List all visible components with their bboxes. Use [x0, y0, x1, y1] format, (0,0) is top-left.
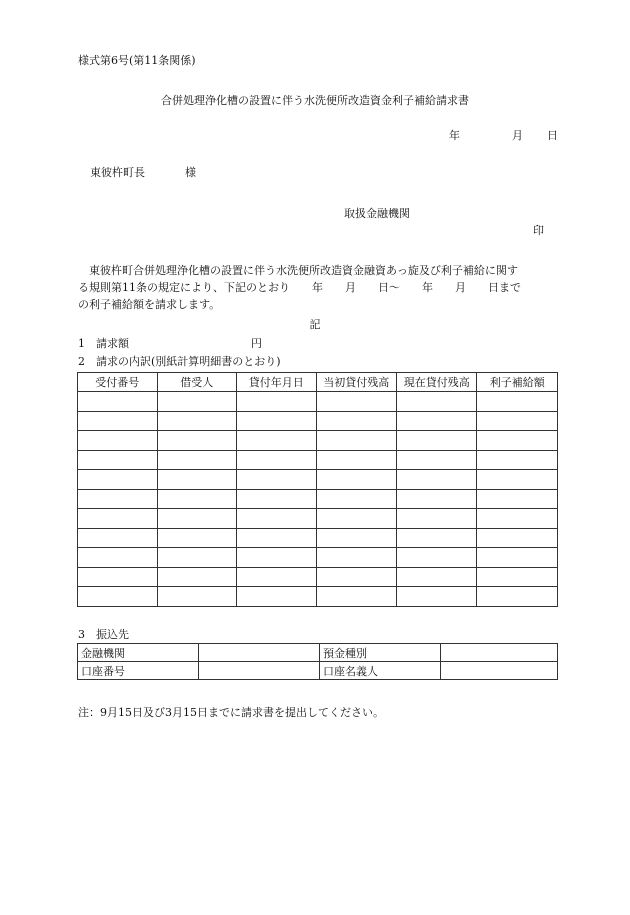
table-cell — [477, 392, 558, 412]
item-label: 請求額 — [96, 337, 129, 350]
table-cell — [477, 411, 558, 431]
table-cell — [237, 528, 317, 548]
table-cell — [396, 411, 476, 431]
table-row — [78, 411, 558, 431]
table-cell — [477, 431, 558, 451]
table-row — [78, 644, 558, 662]
table-cell — [477, 489, 558, 509]
form-number-label: 様式第6号(第11条関係) — [78, 54, 196, 67]
bank-label: 取扱金融機関 — [344, 207, 410, 220]
item-number: 2 — [78, 355, 85, 368]
field-label: 口座名義人 — [320, 662, 441, 680]
column-header: 受付番号 — [78, 373, 158, 392]
table-cell — [396, 392, 476, 412]
item-number: 1 — [78, 337, 85, 350]
table-cell — [237, 587, 317, 607]
item-label: 振込先 — [96, 628, 129, 641]
item-label: 請求の内訳(別紙計算明細書のとおり) — [96, 355, 281, 368]
addressee-honorific: 様 — [185, 166, 196, 179]
table-cell — [157, 509, 237, 529]
table-row — [78, 587, 558, 607]
table-cell — [396, 587, 476, 607]
table-cell — [396, 528, 476, 548]
table-cell — [157, 470, 237, 490]
table-cell — [78, 470, 158, 490]
claim-amount-item — [78, 337, 262, 351]
table-cell — [396, 548, 476, 568]
table-cell — [237, 509, 317, 529]
ki-heading: 記 — [309, 318, 321, 331]
table-cell — [396, 450, 476, 470]
table-cell — [316, 528, 396, 548]
table-row — [78, 548, 558, 568]
field-value — [441, 644, 558, 662]
table-cell — [237, 431, 317, 451]
table-row — [78, 528, 558, 548]
table-cell — [237, 470, 317, 490]
table-row — [78, 450, 558, 470]
field-label: 金融機関 — [78, 644, 199, 662]
statement-line: る規則第11条の規定により、下記のとおり 年 月 日～ 年 月 日まで — [78, 281, 521, 294]
table-cell — [396, 567, 476, 587]
table-cell — [396, 509, 476, 529]
table-cell — [316, 411, 396, 431]
field-value — [441, 662, 558, 680]
table-cell — [78, 509, 158, 529]
table-cell — [237, 567, 317, 587]
column-header: 利子補給額 — [477, 373, 558, 392]
day-label: 日 — [547, 129, 558, 142]
table-cell — [477, 450, 558, 470]
statement-line: の利子補給額を請求します。 — [78, 298, 221, 311]
table-cell — [316, 431, 396, 451]
table-cell — [157, 450, 237, 470]
table-cell — [316, 470, 396, 490]
request-statement — [78, 262, 558, 313]
column-header: 当初貸付残高 — [316, 373, 396, 392]
table-row — [78, 489, 558, 509]
yen-unit: 円 — [251, 337, 262, 350]
table-cell — [477, 509, 558, 529]
table-cell — [396, 489, 476, 509]
table-cell — [78, 548, 158, 568]
table-cell — [78, 431, 158, 451]
addressee — [90, 166, 196, 180]
table-cell — [237, 392, 317, 412]
table-row — [78, 392, 558, 412]
transfer-item — [78, 628, 129, 642]
column-header: 借受人 — [157, 373, 237, 392]
table-cell — [316, 587, 396, 607]
table-row — [78, 431, 558, 451]
month-label: 月 — [512, 129, 523, 142]
submission-note: 注：9月15日及び3月15日までに請求書を提出してください。 — [78, 706, 384, 719]
statement-line: 東彼杵町合併処理浄化槽の設置に伴う水洗便所改造資金融資あっ旋及び利子補給に関す — [78, 264, 518, 277]
field-label: 口座番号 — [78, 662, 199, 680]
seal-mark: 印 — [533, 224, 544, 237]
table-row — [78, 470, 558, 490]
table-cell — [237, 548, 317, 568]
document-title: 合併処理浄化槽の設置に伴う水洗便所改造資金利子補給請求書 — [161, 94, 469, 107]
breakdown-table — [77, 372, 558, 607]
table-cell — [157, 489, 237, 509]
date-line — [449, 129, 558, 143]
field-label: 預金種別 — [320, 644, 441, 662]
table-cell — [78, 450, 158, 470]
table-cell — [157, 528, 237, 548]
table-cell — [316, 489, 396, 509]
table-cell — [78, 392, 158, 412]
table-cell — [477, 548, 558, 568]
transfer-table — [77, 643, 558, 680]
field-value — [199, 644, 320, 662]
table-cell — [316, 567, 396, 587]
table-cell — [78, 411, 158, 431]
table-cell — [237, 411, 317, 431]
table-cell — [78, 528, 158, 548]
field-value — [199, 662, 320, 680]
item-number: 3 — [78, 628, 85, 641]
table-cell — [396, 431, 476, 451]
column-header: 貸付年月日 — [237, 373, 317, 392]
table-cell — [477, 567, 558, 587]
table-cell — [78, 587, 158, 607]
table-cell — [157, 548, 237, 568]
table-cell — [477, 587, 558, 607]
table-row — [78, 662, 558, 680]
table-cell — [78, 489, 158, 509]
table-cell — [157, 392, 237, 412]
table-cell — [316, 548, 396, 568]
table-cell — [316, 509, 396, 529]
table-cell — [237, 489, 317, 509]
table-cell — [237, 450, 317, 470]
table-row — [78, 567, 558, 587]
table-cell — [78, 567, 158, 587]
table-cell — [157, 567, 237, 587]
table-cell — [316, 392, 396, 412]
table-cell — [316, 450, 396, 470]
table-cell — [396, 470, 476, 490]
table-cell — [157, 411, 237, 431]
table-cell — [157, 587, 237, 607]
table-cell — [477, 528, 558, 548]
breakdown-table-body — [78, 392, 558, 607]
year-label: 年 — [449, 129, 460, 142]
table-row — [78, 509, 558, 529]
addressee-name: 東彼杵町長 — [90, 166, 145, 179]
table-cell — [157, 431, 237, 451]
table-header-row — [78, 373, 558, 392]
column-header: 現在貸付残高 — [396, 373, 476, 392]
breakdown-item — [78, 355, 281, 369]
table-cell — [477, 470, 558, 490]
